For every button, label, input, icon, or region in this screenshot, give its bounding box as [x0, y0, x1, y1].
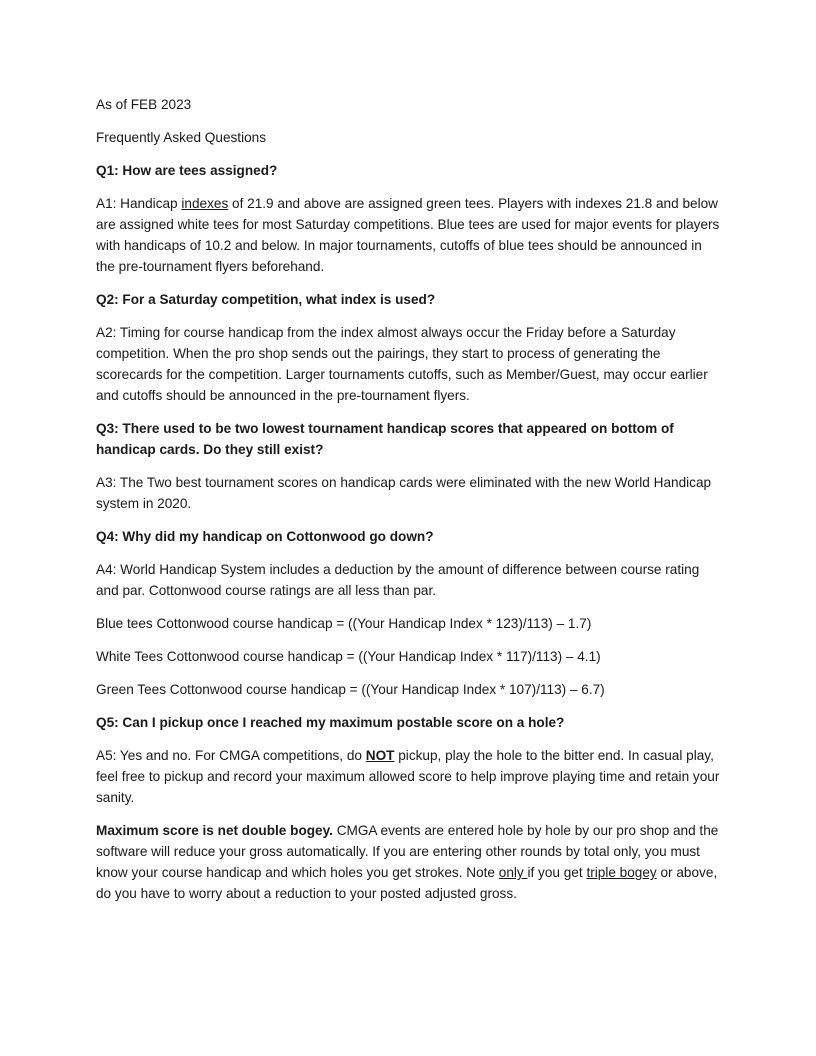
answer-4: A4: World Handicap System includes a deduction by the amount of difference between course rating and par. Cottonwood course ratings are all less than par. — [96, 562, 700, 598]
answer-1-rest: of 21.9 and above are assigned green tees. Players with indexes 21.8 and below are assigned white tees for most Saturday competitions. Blue tees are used for major events for players with handicaps of 10.2 and below. In major tournaments, cutoffs of blue tees should be announced in the pre-tournament flyers beforehand. — [96, 196, 720, 274]
formula-blue-tees: Blue tees Cottonwood course handicap = ((Your Handicap Index * 123)/113) – 1.7) — [96, 616, 592, 631]
document-title: Frequently Asked Questions — [96, 130, 267, 145]
maximum-score-note — [96, 820, 724, 904]
formula-green-tees: Green Tees Cottonwood course handicap = ((Your Handicap Index * 107)/113) – 6.7) — [96, 682, 605, 697]
indexes-underlined: indexes — [181, 196, 229, 211]
answer-2: A2: Timing for course handicap from the index almost always occur the Friday before a Saturday competition. When the pro shop sends out the pairings, they start to process of generating the scorecards for the competition. Larger tournaments cutoffs, such as Member/Guest, may occur earlier and cutoffs should be announced in the pre-tournament flyers. — [96, 325, 708, 403]
maximum-score-text-2: if you get — [527, 865, 587, 880]
question-4: Q4: Why did my handicap on Cottonwood go down? — [96, 529, 434, 544]
not-emphasis: NOT — [365, 748, 395, 763]
as-of-date: As of FEB 2023 — [96, 97, 192, 112]
triple-bogey-underlined: triple bogey — [586, 865, 657, 880]
faq-document — [96, 94, 724, 916]
answer-1-prefix: A1: Handicap — [96, 196, 182, 211]
maximum-score-text-3: or above, do you have to worry about a reduction to your posted adjusted gross. — [96, 865, 718, 901]
question-1: Q1: How are tees assigned? — [96, 163, 278, 178]
formula-white-tees: White Tees Cottonwood course handicap = ((Your Handicap Index * 117)/113) – 4.1) — [96, 649, 601, 664]
question-3: Q3: There used to be two lowest tournament handicap scores that appeared on bottom of handicap cards. Do they still exist? — [96, 421, 674, 457]
question-5: Q5: Can I pickup once I reached my maximum postable score on a hole? — [96, 715, 565, 730]
only-underlined: only — [498, 865, 528, 880]
maximum-score-text-1: CMGA events are entered hole by hole by our pro shop and the software will reduce your gross automatically. If you are entering other rounds by total only, you must know your course handicap and which holes you get strokes. Note — [96, 823, 719, 880]
answer-5 — [96, 745, 724, 808]
maximum-score-heading: Maximum score is net double bogey. — [96, 823, 333, 838]
answer-3: A3: The Two best tournament scores on handicap cards were eliminated with the new World Handicap system in 2020. — [96, 475, 712, 511]
answer-5-prefix: A5: Yes and no. For CMGA competitions, do — [96, 748, 366, 763]
question-2: Q2: For a Saturday competition, what index is used? — [96, 292, 436, 307]
answer-5-rest: pickup, play the hole to the bitter end. In casual play, feel free to pickup and record your maximum allowed score to help improve playing time and retain your sanity. — [96, 748, 720, 805]
answer-1 — [96, 193, 724, 277]
